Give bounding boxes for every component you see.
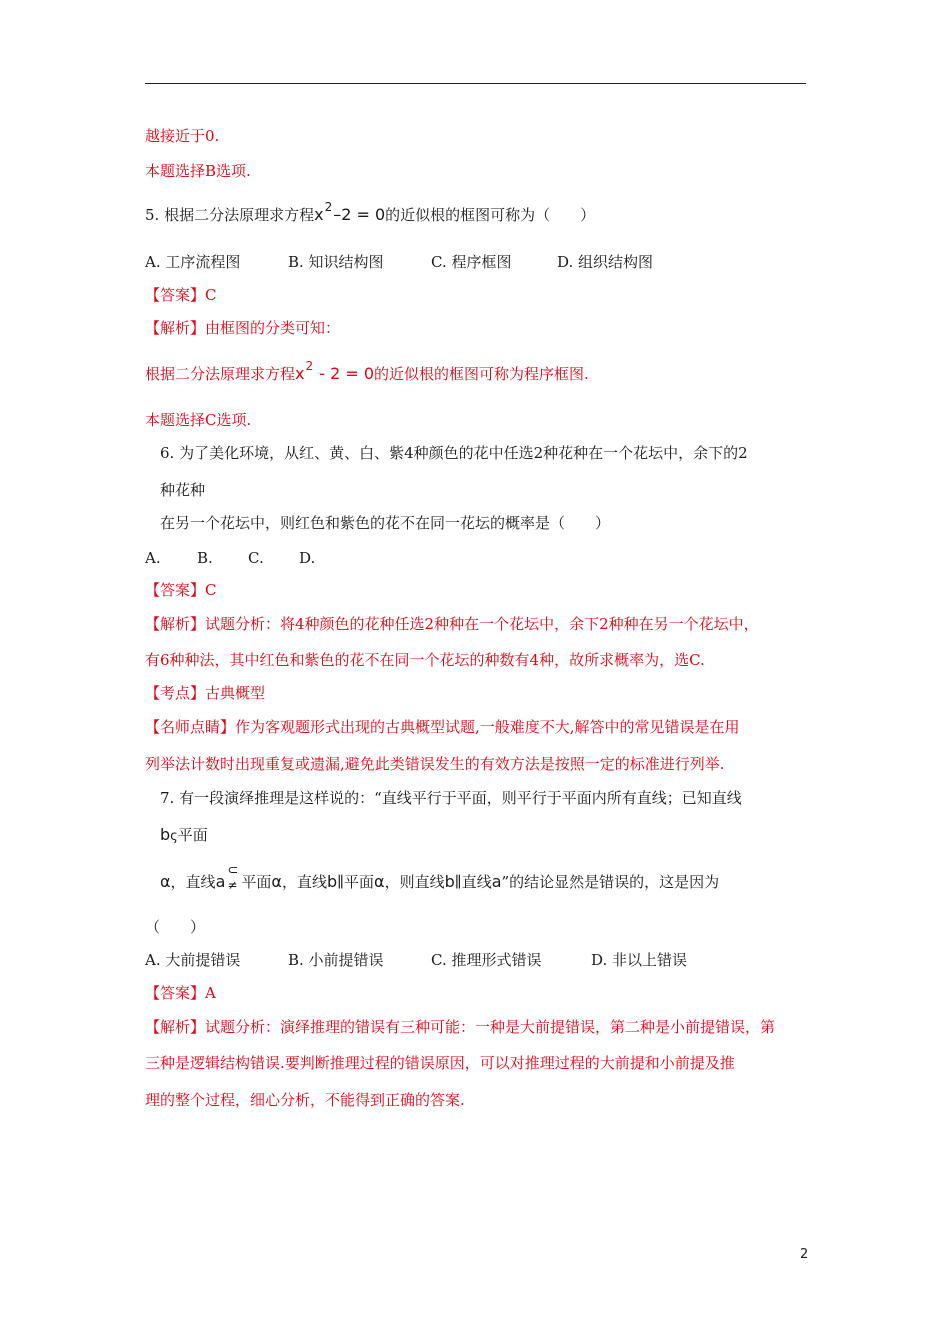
- q7-line-4: （ ）: [145, 918, 206, 936]
- q7-options: [145, 950, 687, 970]
- text: ∥直线: [454, 873, 492, 891]
- q7-analysis-1: [145, 1017, 775, 1037]
- option-a: A.: [145, 549, 161, 567]
- analysis-tag: 【解析】: [145, 319, 206, 337]
- point-text: 古典概型: [205, 684, 266, 702]
- text: ，直线: [281, 873, 327, 891]
- q5-prefix: 5. 根据二分法原理求方程: [145, 206, 315, 224]
- var-b: b: [326, 872, 338, 891]
- subset-symbol: [225, 863, 241, 893]
- text: 平面: [177, 826, 208, 844]
- alpha: α: [160, 872, 171, 891]
- header-rule: [145, 83, 806, 84]
- var-b: b: [444, 872, 455, 891]
- explanation-equation: - 2 = 0: [314, 364, 375, 383]
- option-a: A. 大前提错误: [145, 951, 241, 969]
- explanation-exponent: 2: [305, 359, 314, 373]
- question-5: [145, 200, 596, 226]
- q5-options: [145, 252, 653, 272]
- q6-options: [145, 548, 315, 568]
- var-a: a: [215, 872, 226, 891]
- q6-line-3: 在另一个花坛中，则红色和紫色的花不在同一花坛的概率是（ ）: [160, 514, 611, 532]
- q7-analysis-3: 理的整个过程，细心分析，不能得到正确的答案.: [145, 1091, 465, 1109]
- text: ，直线: [170, 873, 216, 891]
- page-number: 2: [800, 1247, 809, 1262]
- q7-line-3: [160, 863, 720, 893]
- q6-answer: 【答案】C: [145, 581, 217, 599]
- q6-point: [145, 683, 265, 703]
- q5-var: x: [314, 205, 324, 224]
- teacher-text: 作为客观题形式出现的古典概型试题,一般难度不大,解答中的常见错误是在用: [235, 718, 740, 736]
- analysis-text: 试题分析：将4种颜色的花种任选2种种在一个花坛中，余下2种种在另一个花坛中，: [205, 615, 759, 633]
- option-d: D.: [299, 549, 316, 567]
- q5-exponent: 2: [324, 200, 333, 214]
- text: ”的结论显然是错误的，这是因为: [501, 873, 720, 891]
- option-b: B. 小前提错误: [288, 951, 384, 969]
- analysis-tag: 【解析】: [145, 1018, 206, 1036]
- q5-equation: –2 = 0: [333, 205, 386, 224]
- option-c: C.: [248, 549, 264, 567]
- q6-line-1: 6. 为了美化环境，从红、黄、白、紫4种颜色的花中任选2种花种在一个花坛中，余下的2: [160, 444, 748, 462]
- text: ，则直线: [384, 873, 445, 891]
- q5-answer: 【答案】C: [145, 286, 217, 304]
- q5-explanation: [145, 359, 589, 385]
- q6-analysis-1: [145, 614, 759, 634]
- option-c: C. 推理形式错误: [431, 951, 542, 969]
- option-b: B.: [197, 549, 213, 567]
- point-tag: 【考点】: [145, 684, 206, 702]
- explanation-suffix: 的近似根的框图可称为程序框图.: [374, 365, 589, 383]
- text-line: 本题选择B选项.: [145, 162, 251, 180]
- analysis-text: 由框图的分类可知：: [205, 319, 341, 337]
- option-a: A. 工序流程图: [145, 253, 241, 271]
- q5-suffix: 的近似根的框图可称为（ ）: [385, 206, 596, 224]
- option-d: D. 非以上错误: [591, 951, 688, 969]
- teacher-tag: 【名师点睛】: [145, 718, 236, 736]
- alpha: α: [271, 872, 282, 891]
- q5-analysis: [145, 318, 340, 338]
- q7-analysis-2: 三种是逻辑结构错误.要判断推理过程的错误原因，可以对推理过程的大前提和小前提及推: [145, 1054, 735, 1072]
- q5-choice: 本题选择C选项.: [145, 411, 252, 429]
- q6-teacher-2: 列举法计数时出现重复或遗漏,避免此类错误发生的有效方法是按照一定的标准进行列举.: [145, 755, 725, 773]
- symbol: ς: [170, 829, 178, 844]
- option-d: D. 组织结构图: [557, 253, 654, 271]
- var-b: b: [160, 825, 171, 844]
- q7-answer: 【答案】A: [145, 984, 216, 1002]
- explanation-prefix: 根据二分法原理求方程: [145, 365, 296, 383]
- var-a: a: [491, 872, 502, 891]
- analysis-tag: 【解析】: [145, 615, 206, 633]
- option-b: B. 知识结构图: [288, 253, 384, 271]
- q6-line-2: 种花种: [160, 481, 206, 499]
- q7-line-1: 7. 有一段演绎推理是这样说的：“直线平行于平面，则平行于平面内所有直线；已知直线: [160, 789, 742, 807]
- q7-line-2: [160, 825, 208, 847]
- text: 平面: [241, 873, 272, 891]
- q6-analysis-2: 有6种种法，其中红色和紫色的花不在同一个花坛的种数有4种，故所求概率为，选C.: [145, 651, 705, 669]
- analysis-text: 试题分析：演绎推理的错误有三种可能：一种是大前提错误，第二种是小前提错误，第: [205, 1018, 776, 1036]
- subset-top: ⊂: [227, 863, 239, 878]
- alpha: α: [374, 872, 385, 891]
- explanation-var: x: [295, 364, 305, 383]
- text: ∥平面: [337, 873, 375, 891]
- text-line: 越接近于0.: [145, 127, 220, 145]
- option-c: C. 程序框图: [431, 253, 512, 271]
- subset-bottom: ≠: [227, 878, 238, 892]
- q6-teacher-1: [145, 717, 740, 737]
